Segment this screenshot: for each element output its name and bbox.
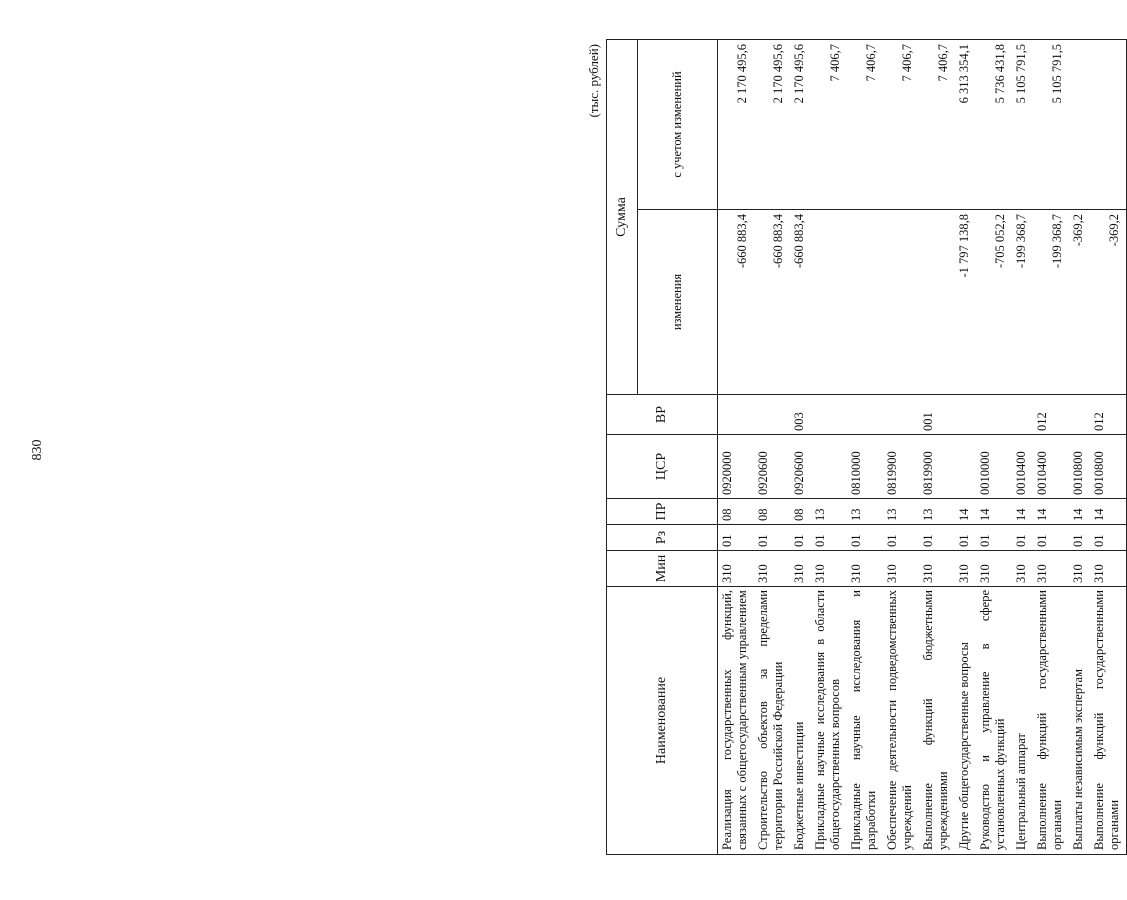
page-number: 830 bbox=[30, 439, 45, 461]
row-csr: 0010000 bbox=[976, 435, 1012, 499]
row-csr: 0810000 bbox=[847, 435, 883, 499]
row-csr: 0920600 bbox=[790, 435, 811, 499]
row-vr bbox=[955, 395, 976, 435]
row-name: Прикладные научные исследования и разработки bbox=[847, 587, 883, 855]
row-min: 310 bbox=[790, 551, 811, 587]
row-name: Другие общегосударственные вопросы bbox=[955, 587, 976, 855]
row-rz: 01 bbox=[790, 525, 811, 551]
row-vr bbox=[754, 395, 790, 435]
row-name: Выполнение функций бюджетными учреждениями bbox=[919, 587, 955, 855]
row-change: -660 883,4 bbox=[790, 210, 811, 395]
row-vr: 012 bbox=[1033, 395, 1069, 435]
budget-table-sheet bbox=[580, 40, 1121, 855]
row-total: 7 406,7 bbox=[919, 40, 955, 210]
table-row bbox=[919, 40, 955, 855]
row-change: -199 368,7 bbox=[1033, 210, 1069, 395]
row-csr: 0010800 bbox=[1069, 435, 1090, 499]
row-rz: 01 bbox=[1033, 525, 1069, 551]
row-rz: 01 bbox=[718, 525, 755, 551]
row-change bbox=[811, 210, 847, 395]
row-csr: 0920600 bbox=[754, 435, 790, 499]
row-rz: 01 bbox=[1090, 525, 1127, 551]
row-min: 310 bbox=[919, 551, 955, 587]
row-min: 310 bbox=[976, 551, 1012, 587]
row-name: Строительство объектов за пределами территории Российской Федерации bbox=[754, 587, 790, 855]
row-min: 310 bbox=[718, 551, 755, 587]
row-rz: 01 bbox=[754, 525, 790, 551]
row-vr: 012 bbox=[1090, 395, 1127, 435]
row-rz: 01 bbox=[847, 525, 883, 551]
row-pr: 08 bbox=[754, 499, 790, 525]
row-name: Прикладные научные исследования в области общегосударственных вопросов bbox=[811, 587, 847, 855]
row-change bbox=[883, 210, 919, 395]
row-rz: 01 bbox=[955, 525, 976, 551]
header-rz: Рз bbox=[607, 525, 718, 551]
row-name: Реализация государственных функций, связанных с общегосударственным управлением bbox=[718, 587, 755, 855]
row-vr bbox=[811, 395, 847, 435]
row-min: 310 bbox=[1033, 551, 1069, 587]
row-pr: 14 bbox=[1033, 499, 1069, 525]
budget-table bbox=[606, 39, 1127, 855]
row-name: Обеспечение деятельности подведомственных учреждений bbox=[883, 587, 919, 855]
row-pr: 13 bbox=[811, 499, 847, 525]
row-pr: 14 bbox=[976, 499, 1012, 525]
row-pr: 13 bbox=[919, 499, 955, 525]
header-changes: изменения bbox=[638, 210, 718, 395]
header-with-changes: с учетом изменений bbox=[638, 40, 718, 210]
row-change: -1 797 138,8 bbox=[955, 210, 976, 395]
row-name: Центральный аппарат bbox=[1012, 587, 1033, 855]
row-change bbox=[847, 210, 883, 395]
row-total: 2 170 495,6 bbox=[790, 40, 811, 210]
row-vr bbox=[1069, 395, 1090, 435]
row-min: 310 bbox=[1012, 551, 1033, 587]
row-pr: 08 bbox=[718, 499, 755, 525]
row-min: 310 bbox=[955, 551, 976, 587]
row-vr bbox=[1012, 395, 1033, 435]
header-csr: ЦСР bbox=[607, 435, 718, 499]
table-body bbox=[718, 40, 1127, 855]
row-total: 7 406,7 bbox=[883, 40, 919, 210]
row-min: 310 bbox=[1069, 551, 1090, 587]
row-name: Бюджетные инвестиции bbox=[790, 587, 811, 855]
row-vr: 001 bbox=[919, 395, 955, 435]
table-row bbox=[976, 40, 1012, 855]
row-csr bbox=[955, 435, 976, 499]
row-csr: 0819900 bbox=[919, 435, 955, 499]
table-row bbox=[718, 40, 755, 855]
row-rz: 01 bbox=[1012, 525, 1033, 551]
row-total: 5 736 431,8 bbox=[976, 40, 1012, 210]
row-rz: 01 bbox=[919, 525, 955, 551]
table-row bbox=[790, 40, 811, 855]
table-row bbox=[847, 40, 883, 855]
row-pr: 14 bbox=[1090, 499, 1127, 525]
row-csr: 0920000 bbox=[718, 435, 755, 499]
row-csr: 0010400 bbox=[1012, 435, 1033, 499]
row-total: 7 406,7 bbox=[811, 40, 847, 210]
row-min: 310 bbox=[811, 551, 847, 587]
row-csr: 0819900 bbox=[883, 435, 919, 499]
row-min: 310 bbox=[1090, 551, 1127, 587]
row-rz: 01 bbox=[811, 525, 847, 551]
table-row bbox=[754, 40, 790, 855]
table-row bbox=[811, 40, 847, 855]
row-change: -660 883,4 bbox=[718, 210, 755, 395]
row-name: Выплаты независимым экспертам bbox=[1069, 587, 1090, 855]
header-vr: ВР bbox=[607, 395, 718, 435]
row-min: 310 bbox=[754, 551, 790, 587]
table-row bbox=[955, 40, 976, 855]
row-change: -369,2 bbox=[1069, 210, 1090, 395]
table-row bbox=[1090, 40, 1127, 855]
row-rz: 01 bbox=[1069, 525, 1090, 551]
row-rz: 01 bbox=[976, 525, 1012, 551]
row-change: -199 368,7 bbox=[1012, 210, 1033, 395]
row-total: 2 170 495,6 bbox=[718, 40, 755, 210]
row-rz: 01 bbox=[883, 525, 919, 551]
row-pr: 13 bbox=[883, 499, 919, 525]
row-pr: 08 bbox=[790, 499, 811, 525]
row-csr: 0010800 bbox=[1090, 435, 1127, 499]
table-row bbox=[1033, 40, 1069, 855]
row-vr bbox=[976, 395, 1012, 435]
table-row bbox=[1069, 40, 1090, 855]
row-total: 5 105 791,5 bbox=[1033, 40, 1069, 210]
row-change: -660 883,4 bbox=[754, 210, 790, 395]
row-pr: 14 bbox=[955, 499, 976, 525]
row-min: 310 bbox=[847, 551, 883, 587]
row-csr: 0010400 bbox=[1033, 435, 1069, 499]
row-total bbox=[1069, 40, 1090, 210]
header-pr: ПР bbox=[607, 499, 718, 525]
row-change: -369,2 bbox=[1090, 210, 1127, 395]
row-pr: 14 bbox=[1069, 499, 1090, 525]
header-name: Наименование bbox=[607, 587, 718, 855]
row-pr: 14 bbox=[1012, 499, 1033, 525]
row-name: Руководство и управление в сфере установленных функций bbox=[976, 587, 1012, 855]
row-name: Выполнение функций государственными органами bbox=[1033, 587, 1069, 855]
row-vr bbox=[883, 395, 919, 435]
header-min: Мин bbox=[607, 551, 718, 587]
row-total: 6 313 354,1 bbox=[955, 40, 976, 210]
row-change bbox=[919, 210, 955, 395]
row-total: 2 170 495,6 bbox=[754, 40, 790, 210]
row-vr bbox=[847, 395, 883, 435]
row-total bbox=[1090, 40, 1127, 210]
row-csr bbox=[811, 435, 847, 499]
units-label: (тыс. рублей) bbox=[586, 44, 601, 118]
table-row bbox=[1012, 40, 1033, 855]
row-name: Выполнение функций государственными органами bbox=[1090, 587, 1127, 855]
table-row bbox=[883, 40, 919, 855]
row-min: 310 bbox=[883, 551, 919, 587]
row-vr bbox=[718, 395, 755, 435]
row-change: -705 052,2 bbox=[976, 210, 1012, 395]
row-total: 7 406,7 bbox=[847, 40, 883, 210]
row-total: 5 105 791,5 bbox=[1012, 40, 1033, 210]
row-pr: 13 bbox=[847, 499, 883, 525]
header-sum: Сумма bbox=[607, 40, 638, 395]
row-vr: 003 bbox=[790, 395, 811, 435]
